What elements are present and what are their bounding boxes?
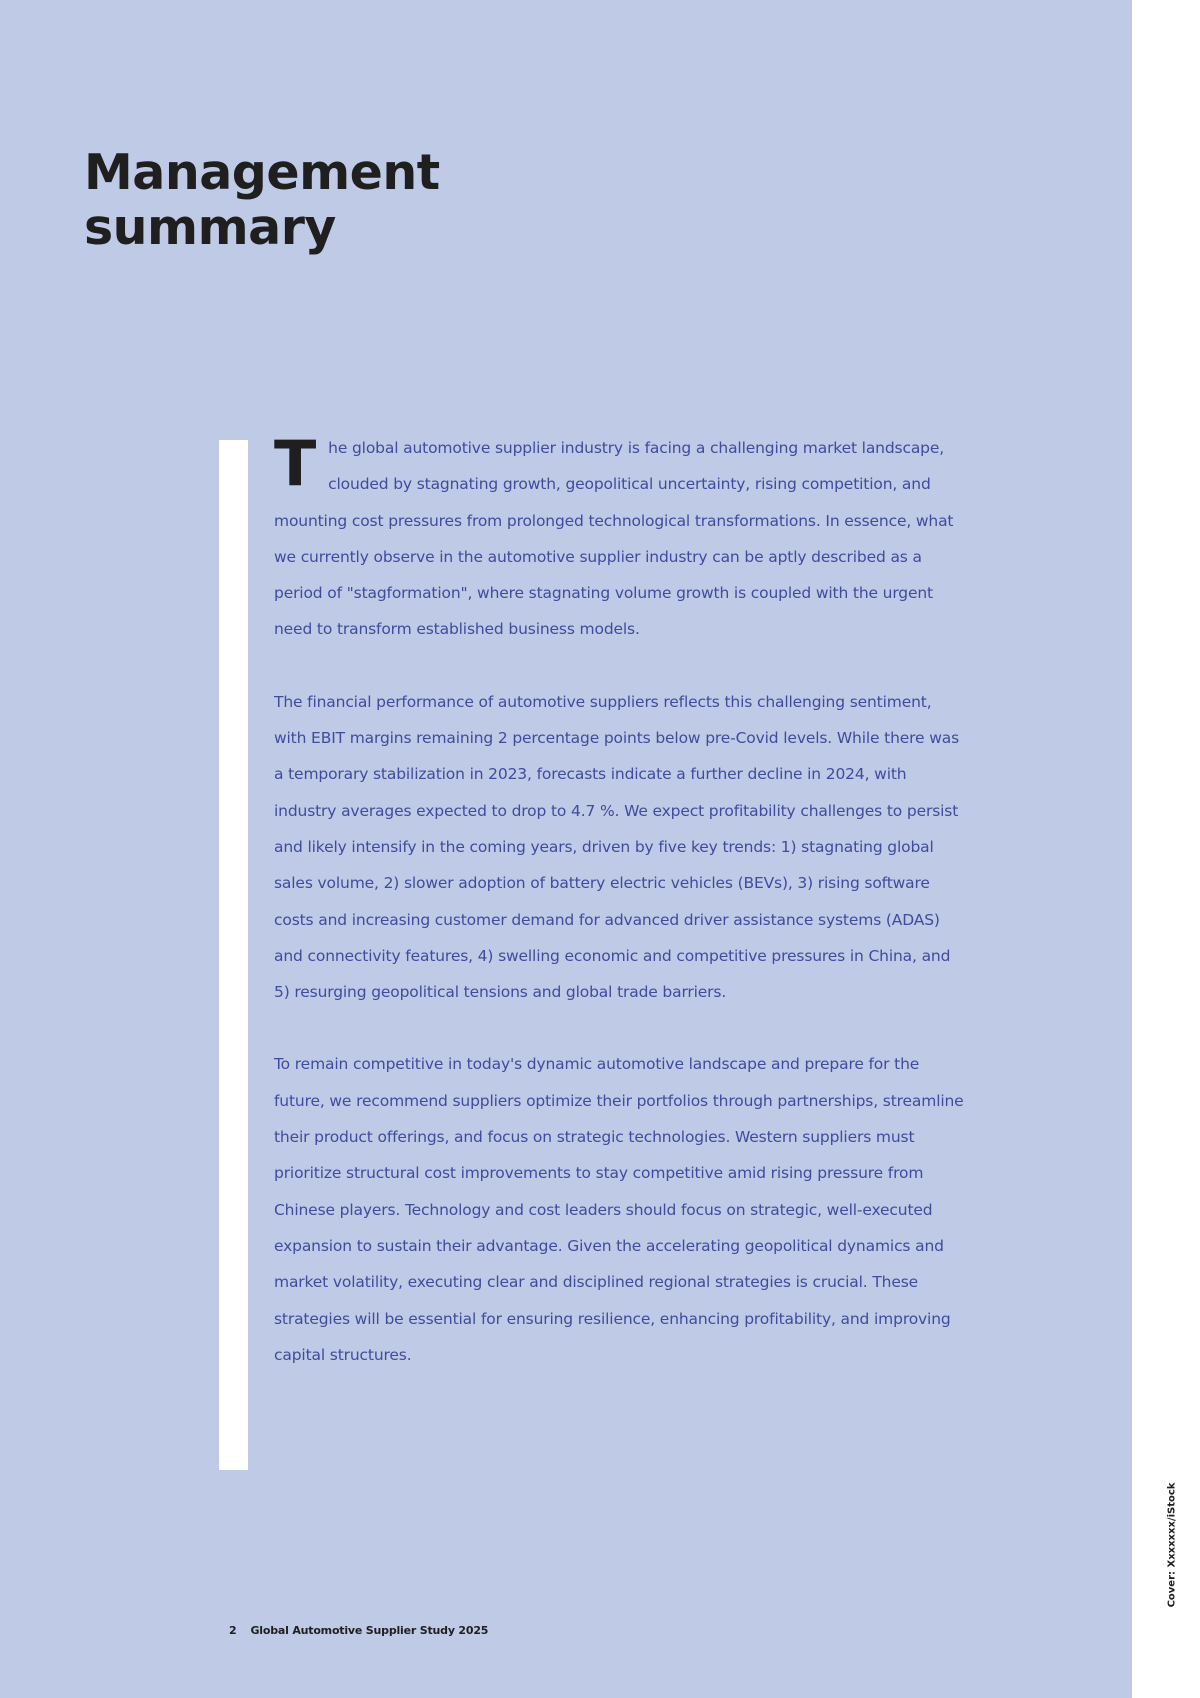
accent-bar [219, 440, 248, 1470]
drop-cap: T [274, 427, 317, 500]
page-title-line-2: summary [84, 199, 336, 256]
cover-credit: Cover: Xxxxxxx/iStock [1166, 1482, 1178, 1608]
summary-paragraph-3: To remain competitive in today's dynamic automotive landscape and prepare for the future, we recommend suppliers optimize their portfolios through partnerships, streamline their product offerings, and focus on strategic technologies. Western suppliers must prioritize structural cost improvements to stay competitive amid rising pressure from Chinese players. Technology and cost leaders should focus on strategic, well-executed expansion to sustain their advantage. Given the accelerating geopolitical dynamics and market volatility, executing clear and disciplined regional strategies is crucial. These strategies will be essential for ensuring resilience, enhancing profitability, and improving capital structures. [274, 1055, 964, 1364]
page-title-line-1: Management [84, 144, 440, 201]
summary-body [274, 427, 964, 1409]
summary-paragraph-1 [274, 427, 964, 648]
summary-paragraph-2: The financial performance of automotive suppliers reflects this challenging sentiment, with EBIT margins remaining 2 percentage points below pre-Covid levels. While there was a temporary stabilization in 2023, forecasts indicate a further decline in 2024, with industry averages expected to drop to 4.7 %. We expect profitability challenges to persist and likely intensify in the coming years, driven by five key trends: 1) stagnating global sales volume, 2) slower adoption of battery electric vehicles (BEVs), 3) rising software costs and increasing customer demand for advanced driver assistance systems (ADAS) and connectivity features, 4) swelling economic and competitive pressures in China, and 5) resurging geopolitical tensions and global trade barriers. [274, 692, 960, 1002]
page-title [84, 145, 440, 255]
page-footer [229, 1624, 488, 1637]
summary-paragraph-1-text: he global automotive supplier industry is facing a challenging market landscape, clouded by stagnating growth, geopolitical uncertainty, rising competition, and mounting cost pressures from prolonged technological transformations. In essence, what we currently observe in the automotive supplier industry can be aptly described as a period of "stagformation", where stagnating volume growth is coupled with the urgent need to transform established business models. [274, 439, 954, 639]
publication-title: Global Automotive Supplier Study 2025 [250, 1624, 489, 1637]
page-number: 2 [229, 1624, 237, 1637]
